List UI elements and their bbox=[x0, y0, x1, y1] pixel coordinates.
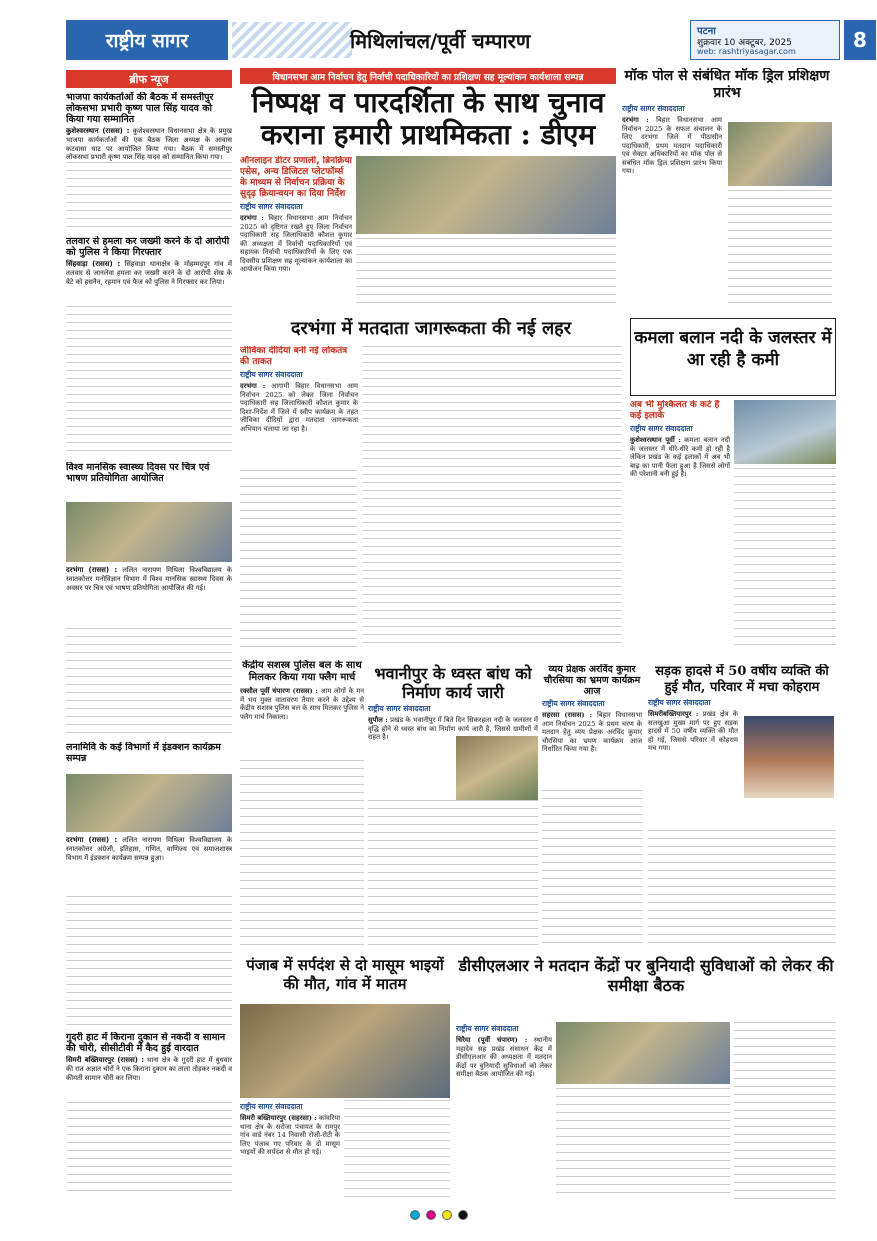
dam-photo bbox=[456, 736, 538, 800]
event-photo bbox=[66, 774, 232, 832]
text-filler bbox=[368, 800, 538, 950]
text-filler bbox=[542, 790, 642, 950]
text-filler bbox=[344, 1100, 450, 1200]
lead-headline-line2: कराना हमारी प्राथमिकता : डीएम bbox=[260, 118, 596, 151]
accident-text: प्रखंड क्षेत्र के सलखुआ मुख्य मार्ग पर हुए सड़क हादसे में 50 वर्षीय व्यक्ति की मौत हो गई, जिससे परिवार में कोहराम मच गया। bbox=[648, 710, 738, 752]
brief-dateline: दरभंगा (रासस) : bbox=[66, 836, 118, 844]
kamla-headline: कमला बलान नदी के जलस्तर में आ रही है कमी bbox=[634, 328, 832, 370]
kamla-story bbox=[630, 400, 730, 650]
observer-byline: राष्ट्रीय सागर संवाददाता bbox=[542, 699, 605, 708]
lead-kicker: ऑनलाइन डीटर प्रणाली, ब्रिनक्रिया एसेस, अन्य डिजिटल प्लेटफॉर्म्स के माध्यम से निर्वाचन प्रक्रिया के सुदृढ़ क्रियान्वयन का दिया निर्देश bbox=[240, 156, 352, 199]
magenta-dot bbox=[426, 1210, 436, 1220]
event-photo bbox=[66, 502, 232, 562]
text-filler bbox=[734, 1022, 836, 1200]
text-filler bbox=[362, 346, 622, 650]
text-filler bbox=[734, 468, 836, 650]
mock-text: बिहार विधानसभा आम निर्वाचन 2025 के सफल संचालन के लिए दरभंगा जिले में पीठासीन पदाधिकारी, प्रथम मतदान पदाधिकारी एवं सेक्टर अधिकारियों का मॉक पोल से संबंधित मॉक ड्रिल प्रशिक्षण प्रारंभ किया गया। bbox=[622, 116, 723, 175]
masthead bbox=[0, 0, 877, 62]
masthead-decoration bbox=[232, 22, 352, 58]
brief-title: गुदरी हाट में किराना दुकान से नकदी व सामान की चोरी, सीसीटीवी में कैद हुई वारदात bbox=[66, 1032, 226, 1054]
dcm-headline: डीसीएलआर ने मतदान केंद्रों पर बुनियादी सुविधाओं को लेकर की समीक्षा बैठक bbox=[458, 956, 834, 995]
brief-news-column bbox=[66, 70, 232, 1200]
brief-item bbox=[66, 742, 232, 772]
dcm-dateline: चिरैया (पूर्वी चंपारण) : bbox=[456, 1036, 528, 1044]
kamla-text: कमला बलान नदी के जलस्तर में धीरे-धीरे कमी हो रही है लेकिन प्रखंड के कई इलाकों में अब भी बाढ़ का पानी फैला हुआ है जिससे लोगों की परेशानी बनी हुई है। bbox=[630, 436, 730, 478]
text-filler bbox=[356, 238, 616, 308]
accident-headline: सड़क हादसे में 50 वर्षीय व्यक्ति की हुई मौत, परिवार में मचा कोहराम bbox=[655, 664, 829, 695]
brief-item-body bbox=[66, 566, 232, 626]
snake-text: कांवरिया थाना क्षेत्र के सरोजा पंचायत के रामपुर गांव वार्ड नंबर 14 निवासी रोजी-रोटी के लिए पंजाब गए परिवार के दो मासूम भाइयों की सर्पदंश से मौत हो गई। bbox=[240, 1114, 340, 1156]
mock-dateline: दरभंगा : bbox=[622, 116, 649, 124]
section-title: मिथिलांचल/पूर्वी चम्पारण bbox=[350, 28, 531, 53]
lead-byline: राष्ट्रीय सागर संवाददाता bbox=[240, 202, 303, 211]
workshop-photo bbox=[356, 156, 616, 234]
brief-title: लनामिवि के कई विभागों में इंडक्शन कार्यक्रम सम्पन्न bbox=[66, 742, 221, 764]
black-dot bbox=[458, 1210, 468, 1220]
bhawanipur-text: प्रखंड के भवानीपुर में बिते दिन सिकरहला नदी के जलस्तर में वृद्धि होने से ध्वस्त बांध का निर्माण कार्य जारी है, जिससे ग्रामीणों में राहत है। bbox=[368, 716, 538, 741]
brief-item bbox=[66, 462, 232, 502]
village-photo bbox=[240, 1004, 450, 1098]
text-filler bbox=[648, 830, 836, 950]
lead-text: बिहार विधानसभा आम निर्वाचन 2025 को दृष्टिगत रखते हुए जिला निर्वाचन पदाधिकारी सह जिलाधिकारी कौशल कुमार की अध्यक्षता में निर्वाची पदाधिकारियों एवं सहायक निर्वाची पदाधिकारियों के लिए एक दिवसीय प्रशिक्षण सह मूल्यांकन कार्यशाला का आयोजन किया गया। bbox=[240, 214, 352, 273]
brief-dateline: सिमरी बख्तियारपुर (रासस) : bbox=[66, 1056, 144, 1064]
victim-photo bbox=[744, 716, 834, 798]
police-headline: केंद्रीय सशस्त्र पुलिस बल के साथ मिलकर किया गया फ्लैग मार्च bbox=[242, 660, 362, 683]
cyan-dot bbox=[410, 1210, 420, 1220]
darbhanga-headline-block bbox=[240, 318, 622, 344]
brief-text: थाना क्षेत्र के गुदरी हाट में बुधवार की रात अज्ञात चोरों ने एक किराना दुकान का ताला तोड़कर नकदी व कीमती सामान चोरी कर लिया। bbox=[66, 1056, 232, 1082]
brief-text: कुशेश्वरस्थान विधानसभा क्षेत्र के प्रमुख भाजपा कार्यकर्ताओं की एक बैठक जिला अध्यक्ष के आवास कटवासा घाट पर आयोजित किया गया। बैठक में समस्तीपुर लोकसभा प्रभारी कृष्ण पाल सिंह यादव को सम्मानित किया गया। bbox=[66, 127, 232, 161]
yellow-dot bbox=[442, 1210, 452, 1220]
text-filler bbox=[240, 470, 358, 650]
snake-headline-block bbox=[240, 956, 450, 1002]
snake-story bbox=[240, 1100, 340, 1200]
brief-dateline: कुशेश्वरस्थान (रासस) : bbox=[66, 127, 130, 135]
dcm-story bbox=[456, 1022, 552, 1202]
snake-byline: राष्ट्रीय सागर संवाददाता bbox=[240, 1102, 303, 1111]
page-number: 8 bbox=[844, 20, 876, 60]
brief-title: विश्व मानसिक स्वास्थ्य दिवस पर चित्र एवं भाषण प्रतियोगिता आयोजित bbox=[66, 462, 210, 484]
bhawanipur-byline: राष्ट्रीय सागर संवाददाता bbox=[368, 704, 431, 713]
police-dateline: रक्सौल पूर्वी चंपारण (रासस) : bbox=[240, 687, 318, 695]
bhawanipur-headline: भवानीपुर के ध्वस्त बांध को निर्माण कार्य जारी bbox=[374, 664, 532, 702]
text-filler bbox=[66, 628, 232, 738]
accident-dateline: सिमरीबख्तियारपुर : bbox=[648, 710, 699, 718]
snake-headline: पंजाब में सर्पदंश से दो मासूम भाइयों की मौत, गांव में मातम bbox=[246, 956, 444, 993]
bhawanipur-dateline: सुपौल : bbox=[368, 716, 388, 724]
text-filler bbox=[728, 190, 832, 310]
brief-title: तलवार से हमला कर जख्मी करने के दो आरोपी को पुलिस ने किया गिरफ्तार bbox=[66, 236, 230, 258]
text-filler bbox=[556, 1088, 730, 1200]
brief-title: भाजपा कार्यकर्ताओं की बैठक में समस्तीपुर लोकसभा प्रभारी कृष्ण पाल सिंह यादव को किया गया सम्मानित bbox=[66, 92, 214, 125]
mock-byline: राष्ट्रीय सागर संवाददाता bbox=[622, 104, 685, 113]
mock-headline: मॉक पोल से संबंधित मॉक ड्रिल प्रशिक्षण प्रारंभ bbox=[624, 68, 830, 101]
text-filler bbox=[66, 162, 232, 227]
edition-date: शुक्रवार 10 अक्टूबर, 2025 bbox=[697, 38, 792, 48]
lead-kicker-block bbox=[240, 156, 352, 306]
darbhanga-byline: राष्ट्रीय सागर संवाददाता bbox=[240, 370, 303, 379]
accident-byline: राष्ट्रीय सागर संवाददाता bbox=[648, 698, 711, 707]
text-filler bbox=[66, 896, 232, 1028]
darbhanga-headline: दरभंगा में मतदाता जागरूकता की नई लहर bbox=[290, 318, 572, 339]
dcm-byline: राष्ट्रीय सागर संवाददाता bbox=[456, 1024, 519, 1033]
kamla-byline: राष्ट्रीय सागर संवाददाता bbox=[630, 424, 693, 433]
brief-item bbox=[66, 1032, 232, 1092]
brief-news-band: ब्रीफ न्यूज bbox=[66, 70, 232, 88]
footer-registration-marks bbox=[0, 1205, 877, 1225]
brief-dateline: सिंहवाड़ा (रासस) : bbox=[66, 260, 121, 268]
brief-item-body bbox=[66, 836, 232, 896]
observer-dateline: सहरसा (रासस) : bbox=[542, 711, 593, 719]
kamla-dateline: कुशेश्वरस्थान पूर्वी : bbox=[630, 436, 681, 444]
darbhanga-dateline: दरभंगा : bbox=[240, 382, 266, 390]
text-filler bbox=[66, 306, 232, 456]
darbhanga-kicker: जीविका दीदियां बनीं नई लोकतंत्र की ताकत bbox=[240, 346, 348, 367]
brief-text: ललित नारायण मिथिला विश्वविद्यालय के स्नातकोत्तर मनोविज्ञान विभाग में विश्व मानसिक स्वास्थ्य दिवस के अवसर पर चित्र एवं भाषण प्रतियोगिता आयोजित की गई। bbox=[66, 566, 232, 592]
kamla-headline-box bbox=[630, 318, 836, 396]
flood-photo bbox=[734, 400, 836, 464]
brief-text: ललित नारायण मिथिला विश्वविद्यालय के स्नातकोत्तर अंग्रेजी, इतिहास, गणित, वाणिज्य एवं समाजशास्त्र विभाग में इंडक्शन कार्यक्रम सम्पन्न हुआ। bbox=[66, 836, 232, 862]
darbhanga-text: आगामी बिहार विधानसभा आम निर्वाचन 2025 को लेकर जिला निर्वाचन पदाधिकारी सह जिलाधिकारी कौशल कुमार के दिशा-निर्देश में जिले में स्वीप कार्यक्रम के तहत जीविका दीदियों द्वारा मतदाता जागरूकता अभियान चलाया जा रहा है। bbox=[240, 382, 358, 433]
dcm-text: स्थानीय महादेव सह प्रखंड संसाधन केंद्र में डीसीएलआर की अध्यक्षता में मतदान केंद्रों पर बुनियादी सुविधाओं को लेकर समीक्षा बैठक आयोजित की गई। bbox=[456, 1036, 552, 1078]
mock-photo bbox=[728, 122, 832, 186]
newspaper-logo: राष्ट्रीय सागर bbox=[66, 20, 228, 60]
observer-headline: व्यय प्रेक्षक अरविंद कुमार चौरसिया का भ्रमण कार्यक्रम आज bbox=[543, 664, 641, 697]
dcm-headline-block bbox=[456, 956, 836, 1020]
masthead-info bbox=[690, 20, 840, 60]
lead-dateline: दरभंगा : bbox=[240, 214, 264, 222]
kamla-kicker: अब भी मुश्किलत के कटे हैं कई इलाके bbox=[630, 400, 720, 421]
edition-city: पटना bbox=[697, 26, 716, 37]
lead-headline-line1: निष्पक्ष व पारदर्शिता के साथ चुनाव bbox=[251, 86, 605, 119]
police-text: आम लोगों के मन में भय मुक्त वातावरण तैयार करने के उद्देश्य से केंद्रीय सशस्त्र पुलिस बल के साथ मिलकर पुलिस ने फ्लैग मार्च निकाला। bbox=[240, 687, 364, 721]
meeting-photo bbox=[556, 1022, 730, 1084]
website-link[interactable]: web: rashtriyasagar.com bbox=[697, 47, 796, 56]
lead-band: विधानसभा आम निर्वाचन हेतु निर्वाची पदाधिकारियों का प्रशिक्षण सह मूल्यांकन कार्यशाला सम्पन्न bbox=[240, 68, 616, 84]
snake-dateline: सिमरी बख्तियारपुर (सहरसा) : bbox=[240, 1114, 317, 1122]
observer-text: बिहार विधानसभा आम निर्वाचन 2025 के प्रथम चरण के मतदान हेतु व्यय प्रेक्षक अरविंद कुमार चौरसिया का भ्रमण कार्यक्रम आज निर्धारित किया गया है। bbox=[542, 711, 642, 753]
brief-text: सिंहवाड़ा थानाक्षेत्र के मोहम्मदपुर गांव में तलवार से जानलेवा हमला कर जख्मी करने के दो आरोपी शेख के बेटे को हसनैन, रहमान एवं फैज को पुलिस ने गिरफ्तार कर लिया। bbox=[66, 260, 232, 286]
text-filler bbox=[66, 1102, 232, 1198]
brief-dateline: दरभंगा (रासस) : bbox=[66, 566, 118, 574]
text-filler bbox=[240, 760, 364, 950]
